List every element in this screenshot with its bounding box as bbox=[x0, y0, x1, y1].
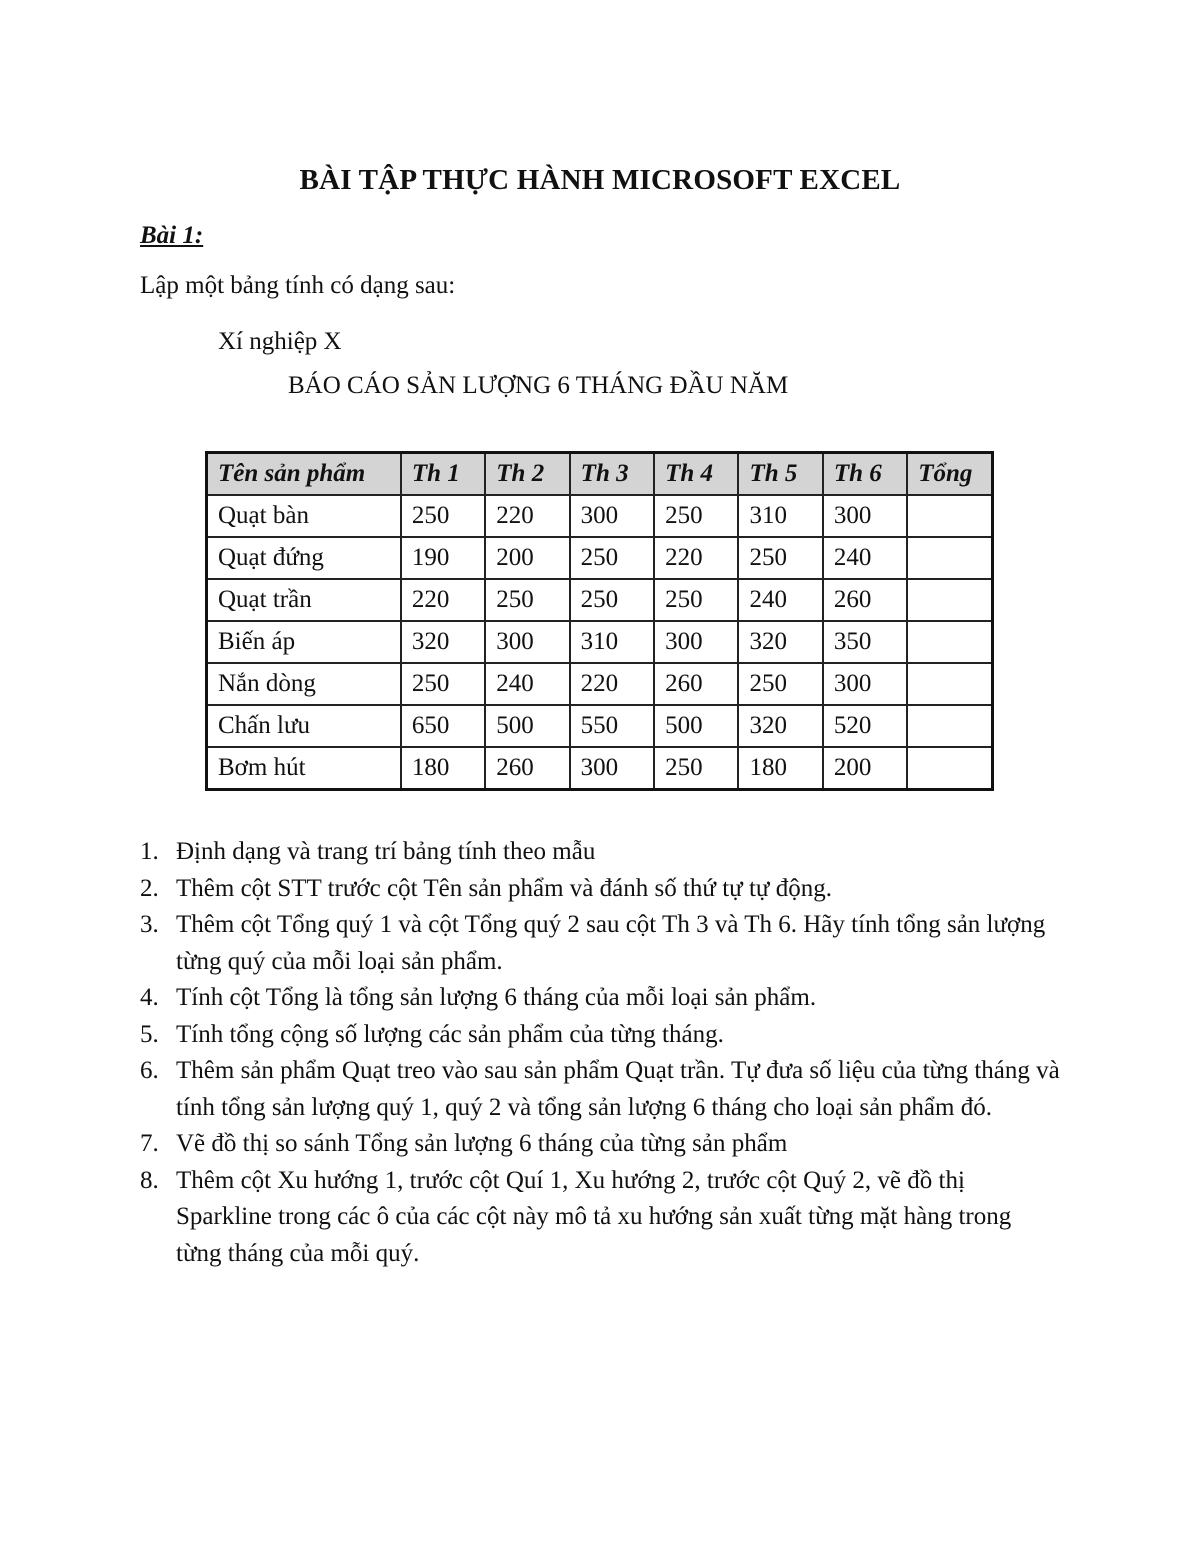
list-item-number: 8. bbox=[140, 1166, 159, 1194]
list-item bbox=[140, 1163, 1062, 1273]
table-row bbox=[207, 537, 993, 579]
list-item-text: Định dạng và trang trí bảng tính theo mẫu bbox=[176, 838, 596, 865]
cell-value: 300 bbox=[570, 747, 654, 790]
cell-value: 220 bbox=[485, 495, 569, 537]
cell-value: 320 bbox=[738, 705, 822, 747]
header-product-name: Tên sản phẩm bbox=[207, 453, 401, 496]
cell-product: Nắn dòng bbox=[207, 663, 401, 705]
table-row bbox=[207, 621, 993, 663]
header-month-2: Th 2 bbox=[485, 453, 569, 496]
list-item-text: Thêm cột Xu hướng 1, trước cột Quí 1, Xu hướng 2, trước cột Quý 2, vẽ đồ thị Sparkline trong các ô của các cột này mô tả xu hướng sản xuất từng mặt hàng trong từng tháng của mỗi quý. bbox=[176, 1166, 1012, 1267]
list-item bbox=[140, 980, 1062, 1017]
cell-value: 180 bbox=[738, 747, 822, 790]
cell-value: 310 bbox=[570, 621, 654, 663]
cell-value: 220 bbox=[401, 579, 485, 621]
list-item-number: 3. bbox=[140, 911, 159, 938]
task-list bbox=[140, 834, 1062, 1272]
production-table bbox=[205, 451, 994, 791]
cell-value: 310 bbox=[738, 495, 822, 537]
cell-total bbox=[907, 537, 992, 579]
cell-value: 240 bbox=[823, 537, 907, 579]
list-item-text: Tính cột Tổng là tổng sản lượng 6 tháng của mỗi loại sản phẩm. bbox=[176, 984, 817, 1011]
list-item-number: 4. bbox=[140, 984, 159, 1011]
cell-value: 500 bbox=[654, 705, 738, 747]
table-row bbox=[207, 705, 993, 747]
list-item bbox=[140, 907, 1062, 980]
cell-product: Chấn lưu bbox=[207, 705, 401, 747]
list-item-number: 6. bbox=[140, 1057, 159, 1084]
cell-value: 550 bbox=[570, 705, 654, 747]
header-month-5: Th 5 bbox=[738, 453, 822, 496]
list-item bbox=[140, 871, 1062, 908]
cell-total bbox=[907, 705, 992, 747]
cell-value: 190 bbox=[401, 537, 485, 579]
cell-value: 250 bbox=[654, 579, 738, 621]
exercise-heading: Bài 1: bbox=[140, 222, 204, 249]
cell-value: 300 bbox=[570, 495, 654, 537]
list-item-number: 5. bbox=[140, 1020, 159, 1048]
list-item-number: 1. bbox=[140, 838, 159, 865]
cell-value: 260 bbox=[485, 747, 569, 790]
cell-value: 220 bbox=[654, 537, 738, 579]
list-item-text: Thêm sản phẩm Quạt treo vào sau sản phẩm Quạt trần. Tự đưa số liệu của từng tháng và tính tổng sản lượng quý 1, quý 2 và tổng sản lượng 6 tháng cho loại sản phẩm đó. bbox=[176, 1057, 1060, 1121]
cell-value: 200 bbox=[823, 747, 907, 790]
cell-value: 300 bbox=[485, 621, 569, 663]
cell-value: 250 bbox=[485, 579, 569, 621]
cell-total bbox=[907, 495, 992, 537]
cell-product: Bơm hút bbox=[207, 747, 401, 790]
cell-value: 250 bbox=[570, 537, 654, 579]
table-row bbox=[207, 663, 993, 705]
list-item bbox=[140, 1053, 1062, 1126]
list-item bbox=[140, 1126, 1062, 1163]
list-item-number: 7. bbox=[140, 1130, 159, 1157]
header-month-3: Th 3 bbox=[570, 453, 654, 496]
header-total: Tổng bbox=[907, 453, 992, 496]
list-item bbox=[140, 834, 1062, 871]
list-item-text: Vẽ đồ thị so sánh Tổng sản lượng 6 tháng của từng sản phẩm bbox=[176, 1130, 788, 1157]
cell-value: 250 bbox=[654, 747, 738, 790]
exercise-intro: Lập một bảng tính có dạng sau: bbox=[140, 272, 456, 299]
report-title: BÁO CÁO SẢN LƯỢNG 6 THÁNG ĐẦU NĂM bbox=[288, 372, 789, 399]
cell-product: Biến áp bbox=[207, 621, 401, 663]
cell-value: 300 bbox=[823, 663, 907, 705]
list-item-text: Tính tổng cộng số lượng các sản phẩm của từng tháng. bbox=[176, 1020, 724, 1048]
table-row bbox=[207, 747, 993, 790]
cell-value: 320 bbox=[401, 621, 485, 663]
list-item bbox=[140, 1017, 1062, 1054]
cell-value: 250 bbox=[738, 537, 822, 579]
cell-value: 240 bbox=[485, 663, 569, 705]
cell-total bbox=[907, 579, 992, 621]
cell-value: 520 bbox=[823, 705, 907, 747]
table-row bbox=[207, 579, 993, 621]
cell-total bbox=[907, 663, 992, 705]
list-item-number: 2. bbox=[140, 874, 159, 902]
cell-value: 250 bbox=[738, 663, 822, 705]
list-item-text: Thêm cột STT trước cột Tên sản phẩm và đánh số thứ tự tự động. bbox=[176, 874, 832, 902]
cell-value: 650 bbox=[401, 705, 485, 747]
cell-value: 240 bbox=[738, 579, 822, 621]
cell-value: 250 bbox=[401, 663, 485, 705]
header-month-4: Th 4 bbox=[654, 453, 738, 496]
cell-value: 320 bbox=[738, 621, 822, 663]
cell-product: Quạt trần bbox=[207, 579, 401, 621]
cell-value: 250 bbox=[654, 495, 738, 537]
cell-value: 250 bbox=[401, 495, 485, 537]
company-name: Xí nghiệp X bbox=[218, 328, 342, 355]
table-header-row bbox=[207, 453, 993, 496]
document-title: BÀI TẬP THỰC HÀNH MICROSOFT EXCEL bbox=[299, 164, 901, 196]
table-row bbox=[207, 495, 993, 537]
cell-value: 200 bbox=[485, 537, 569, 579]
cell-value: 300 bbox=[654, 621, 738, 663]
cell-value: 500 bbox=[485, 705, 569, 747]
cell-value: 350 bbox=[823, 621, 907, 663]
cell-value: 180 bbox=[401, 747, 485, 790]
header-month-6: Th 6 bbox=[823, 453, 907, 496]
cell-value: 250 bbox=[570, 579, 654, 621]
header-month-1: Th 1 bbox=[401, 453, 485, 496]
cell-total bbox=[907, 747, 992, 790]
cell-value: 220 bbox=[570, 663, 654, 705]
cell-value: 260 bbox=[823, 579, 907, 621]
cell-product: Quạt đứng bbox=[207, 537, 401, 579]
cell-value: 260 bbox=[654, 663, 738, 705]
list-item-text: Thêm cột Tổng quý 1 và cột Tổng quý 2 sau cột Th 3 và Th 6. Hãy tính tổng sản lượng từng quý của mỗi loại sản phẩm. bbox=[176, 911, 1046, 975]
cell-product: Quạt bàn bbox=[207, 495, 401, 537]
cell-total bbox=[907, 621, 992, 663]
cell-value: 300 bbox=[823, 495, 907, 537]
